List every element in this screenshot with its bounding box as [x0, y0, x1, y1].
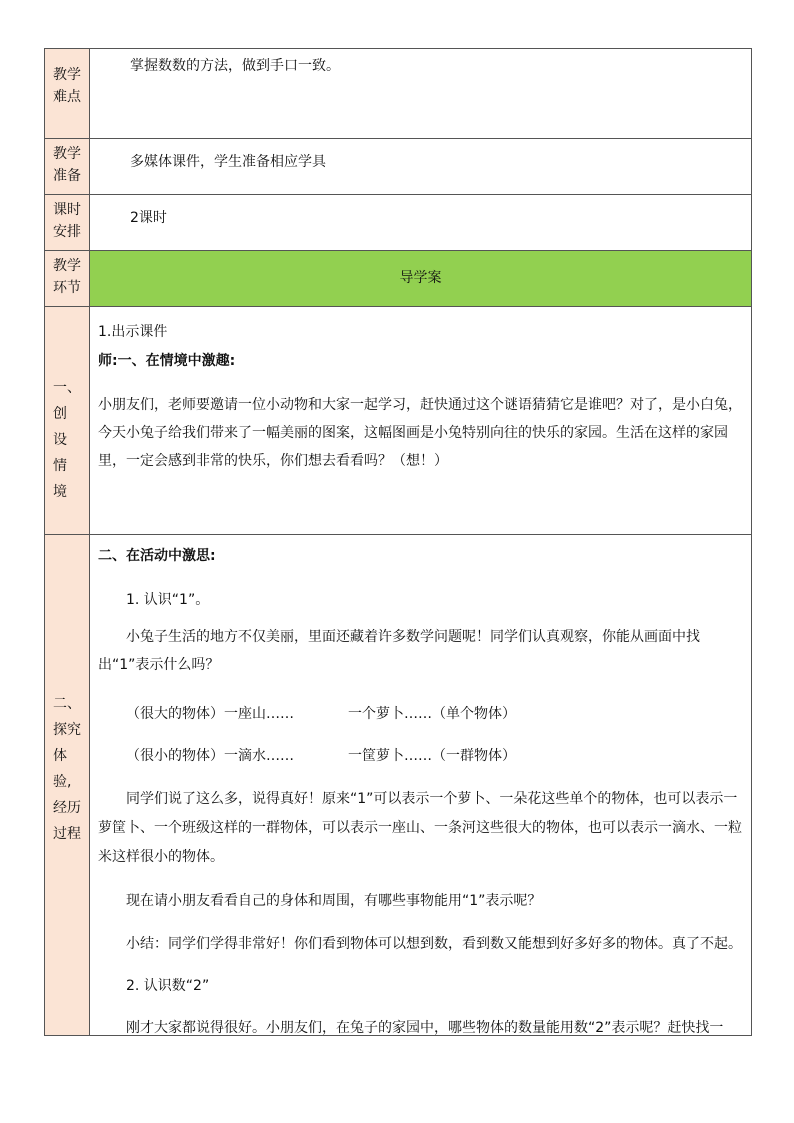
section2-para5: 刚才大家都说得很好。小朋友们，在兔子的家园中，哪些物体的数量能用数“2”表示呢？赶快找一	[126, 1020, 724, 1036]
label-section1	[45, 307, 90, 534]
section1-line2	[98, 350, 743, 370]
schedule-text: 2课时	[130, 210, 167, 226]
section2-item-d: 一筐萝卜……（一群物体）	[348, 748, 516, 764]
label-line: 教学	[53, 146, 81, 162]
section2-item-a: （很大的物体）一座山……	[126, 706, 294, 722]
label-line: 准备	[53, 168, 81, 184]
section2-para4: 小结：同学们学得非常好！你们看到物体可以想到数，看到数又能想到好多好多的物体。真了不起。	[126, 936, 742, 952]
section1-line1: 1.出示课件	[98, 324, 168, 340]
content-section1	[90, 307, 751, 534]
preparation-text: 多媒体课件，学生准备相应学具	[130, 154, 326, 170]
label-char: 体	[53, 748, 67, 764]
section1-heading: 一、在情境中激趣:	[117, 353, 236, 369]
label-preparation	[45, 139, 90, 194]
section2-para1: 小兔子生活的地方不仅美丽，里面还藏着许多数学问题呢！同学们认真观察，你能从画面中找出“1”表示什么吗？	[98, 629, 700, 673]
section2-sub2: 2. 认识数“2”	[126, 978, 210, 994]
label-difficulty	[45, 49, 90, 138]
label-char: 探究	[53, 722, 81, 738]
label-line: 课时	[53, 202, 81, 218]
label-char: 经历	[53, 800, 81, 816]
section1-prefix: 师:	[98, 353, 118, 369]
row-difficulty	[45, 49, 751, 139]
lesson-plan-table	[44, 48, 752, 1036]
section2-heading: 二、在活动中激思:	[98, 548, 216, 564]
label-char: 设	[53, 432, 67, 448]
section1-paragraph: 小朋友们，老师要邀请一位小动物和大家一起学习，赶快通过这个谜语猜猜它是谁吧？对了，是小白兔，今天小兔子给我们带来了一幅美丽的图案，这幅图画是小兔特别向往的快乐的家园。生活在这样的家园里，一定会感到非常的快乐，你们想去看看吗？（想！）	[98, 397, 742, 469]
label-schedule	[45, 195, 90, 250]
label-line: 难点	[53, 89, 81, 105]
label-line: 教学	[53, 258, 81, 274]
phase-header: 导学案	[90, 251, 751, 306]
label-char: 过程	[53, 826, 81, 842]
label-char: 一、	[53, 380, 81, 396]
section2-para2: 同学们说了这么多，说得真好！原来“1”可以表示一个萝卜、一朵花这些单个的物体，也可以表示一萝筐卜、一个班级这样的一群物体，可以表示一座山、一条河这些很大的物体，也可以表示一滴水、一粒米这样很小的物体。	[98, 791, 742, 865]
content-schedule	[90, 195, 751, 250]
content-section2	[90, 535, 751, 1035]
content-preparation	[90, 139, 751, 194]
label-char: 二、	[53, 696, 81, 712]
row-phase	[45, 251, 751, 307]
section2-item-c: （很小的物体）一滴水……	[126, 748, 294, 764]
label-phase	[45, 251, 90, 306]
label-char: 验,	[53, 774, 72, 790]
row-preparation	[45, 139, 751, 195]
row-section2	[45, 535, 751, 1035]
row-section1	[45, 307, 751, 535]
label-section2	[45, 535, 90, 1035]
section2-para3: 现在请小朋友看看自己的身体和周围，有哪些事物能用“1”表示呢？	[126, 893, 542, 909]
label-char: 情	[53, 458, 67, 474]
label-line: 安排	[53, 224, 81, 240]
content-difficulty	[90, 49, 751, 138]
section2-item-b: 一个萝卜……（单个物体）	[348, 706, 516, 722]
label-char: 创	[53, 406, 67, 422]
label-char: 境	[53, 484, 67, 500]
difficulty-text: 掌握数数的方法，做到手口一致。	[130, 58, 340, 74]
label-line: 环节	[53, 280, 81, 296]
row-schedule	[45, 195, 751, 251]
label-line: 教学	[53, 67, 81, 83]
section2-sub1: 1. 认识“1”。	[126, 592, 210, 608]
